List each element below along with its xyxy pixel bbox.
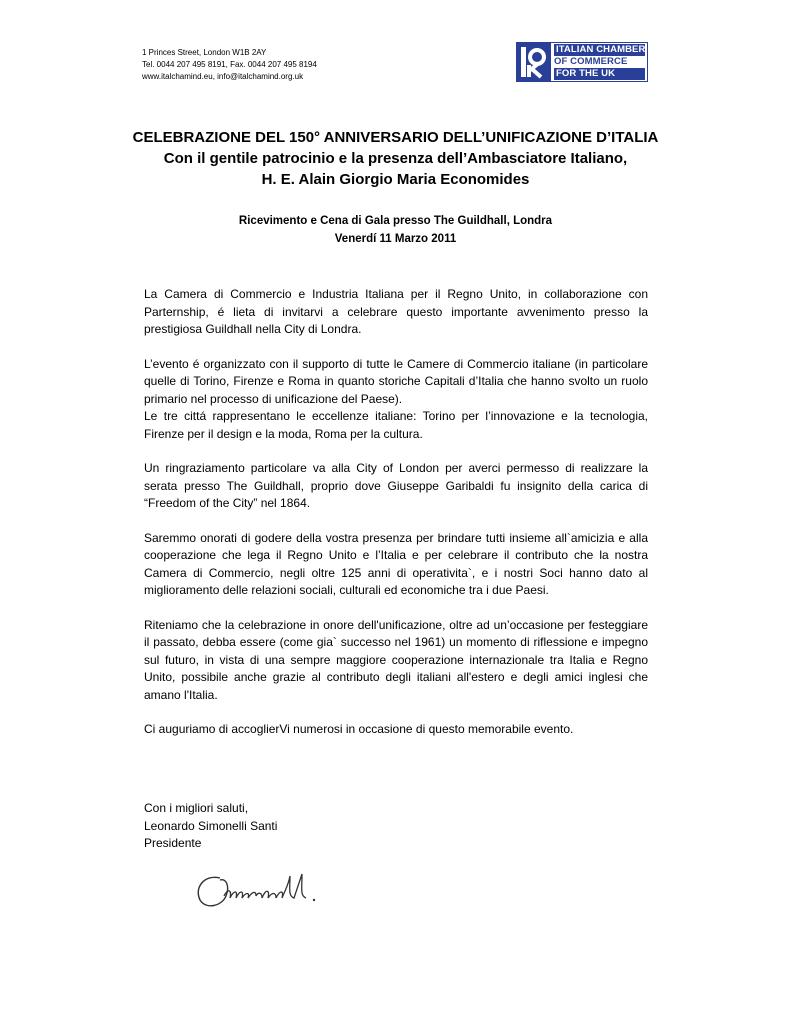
document-title bbox=[100, 127, 691, 190]
paragraph: Un ringraziamento particolare va alla City of London per averci permesso di realizzare la serata presso The Guildhall, proprio dove Giuseppe Garibaldi fu insignito della carica di “Freedom of the City” nel 1864. bbox=[144, 461, 648, 510]
title-line-2: Con il gentile patrocinio e la presenza dell’Ambasciatore Italiano, bbox=[163, 150, 628, 167]
paragraph: Ci auguriamo di accoglierVi numerosi in occasione di questo memorabile evento. bbox=[144, 722, 574, 736]
event-subtitle bbox=[100, 212, 691, 248]
paragraph: La Camera di Commercio e Industria Italiana per il Regno Unito, in collaborazione con Parternship, é lieta di invitarvi a celebrare questo importante avvenimento presso la prestigiosa Guildhall nella City di Londra. bbox=[144, 287, 648, 336]
signatory-name: Leonardo Simonelli Santi bbox=[144, 818, 278, 833]
title-line-1: CELEBRAZIONE DEL 150° ANNIVERSARIO DELL’UNIFICAZIONE D’ITALIA bbox=[132, 129, 659, 146]
logo-line-3: FOR THE UK bbox=[554, 68, 645, 80]
paragraph: Saremmo onorati di godere della vostra presenza per brindare tutti insieme all`amicizia e alla cooperazione che lega il Regno Unito e l’Italia e per celebrare il contributo che la nostra Camera di Commercio, negli oltre 125 anni di operativita`, e i nostri Soci hanno dato al miglioramento delle relazioni sociali, culturali ed economiche tra i due Paesi. bbox=[144, 530, 648, 597]
paragraph: Riteniamo che la celebrazione in onore dell'unificazione, oltre ad un’occasione per festeggiare il passato, debba essere (come gia` successo nel 1961) un momento di riflessione e impegno sul futuro, in vista di una sempre maggiore cooperazione internazionale tra Italia e Regno Unito, possibile anche grazie al contributo degli italiani all'estero e degli amici inglesi che amano l'Italia. bbox=[144, 617, 648, 702]
event-venue: Ricevimento e Cena di Gala presso The Guildhall, Londra bbox=[238, 215, 553, 227]
web-email-line: www.italchamind.eu, info@italchamind.org.uk bbox=[142, 72, 304, 81]
event-date: Venerdí 11 Marzo 2011 bbox=[334, 233, 457, 245]
letter-body bbox=[144, 286, 648, 756]
signatory-role: Presidente bbox=[144, 836, 202, 850]
salutation: Con i migliori saluti, bbox=[144, 801, 249, 815]
phone-fax-line: Tel. 0044 207 495 8191, Fax. 0044 207 495 8194 bbox=[142, 60, 317, 69]
sender-address bbox=[142, 47, 317, 83]
title-line-3: H. E. Alain Giorgio Maria Economides bbox=[261, 171, 530, 188]
address-line: 1 Princes Street, London W1B 2AY bbox=[142, 48, 267, 57]
handwritten-signature bbox=[190, 866, 370, 921]
paragraph: Le tre cittá rappresentano le eccellenze italiane: Torino per l’innovazione e la tecnologia, Firenze per il design e la moda, Roma per la cultura. bbox=[144, 409, 648, 441]
letter-closing bbox=[144, 800, 277, 853]
logo-wordmark bbox=[551, 43, 647, 81]
logo-line-1: ITALIAN CHAMBER bbox=[556, 44, 646, 55]
logo-line-2: OF COMMERCE bbox=[554, 56, 628, 67]
chamber-logo bbox=[516, 42, 648, 82]
paragraph: L’evento é organizzato con il supporto di tutte le Camere di Commercio italiane (in particolare quelle di Torino, Firenze e Roma in quanto storiche Capitali d’Italia che hanno svolto un ruolo primario nel processo di unificazione del Paese). bbox=[144, 356, 648, 406]
logo-mark-icon bbox=[517, 43, 551, 81]
